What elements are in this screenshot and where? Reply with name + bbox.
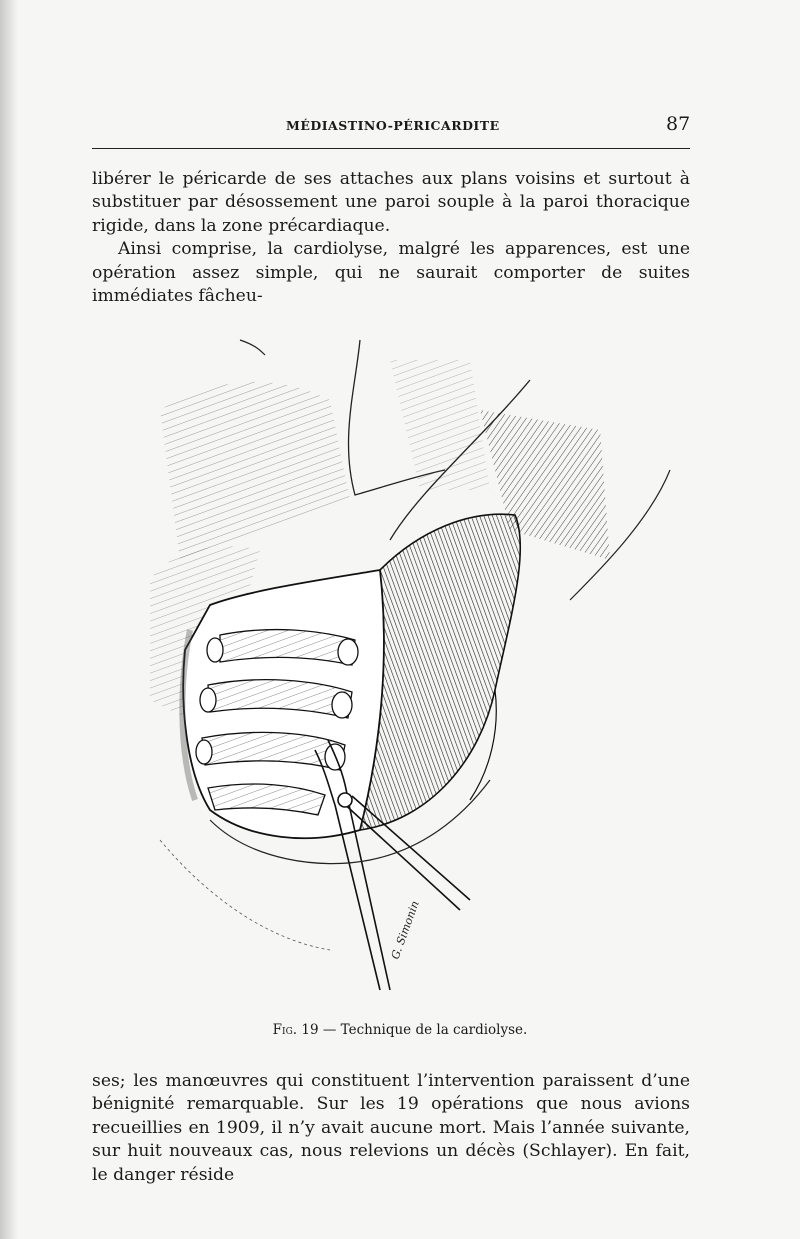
- figure-caption: [0, 1022, 800, 1038]
- running-title: MÉDIASTINO-PÉRICARDITE: [286, 118, 500, 133]
- surgical-illustration: [90, 300, 690, 1010]
- figure-caption-text: Technique de la cardiolyse.: [340, 1022, 528, 1038]
- paragraph: Ainsi comprise, la cardiolyse, malgré les apparences, est une opération assez simple, qui ne saurait comporter de suites immédiates fâcheu-: [92, 239, 690, 307]
- artist-signature: G. Simonin: [388, 899, 422, 962]
- paragraph: ses; les manœuvres qui constituent l’intervention paraissent d’une bénignité remarquable. Sur les 19 opérations que nous avions recueillies en 1909, il n’y avait aucune mort. Mais l’année suivante, sur huit nouveaux cas, nous relevions un décès (Schlayer). En fait, le danger réside: [92, 1071, 690, 1185]
- body-text-bottom: [92, 1070, 690, 1187]
- figure-label: Fig. 19 —: [272, 1022, 337, 1038]
- body-text-top: [92, 168, 690, 308]
- header-rule: [92, 148, 690, 149]
- page-number: 87: [666, 113, 691, 135]
- paragraph: libérer le péricarde de ses attaches aux plans voisins et surtout à substituer par désossement une paroi souple à la paroi thoracique rigide, dans la zone précardiaque.: [92, 169, 690, 236]
- cardiolysis-drawing: [90, 300, 690, 1010]
